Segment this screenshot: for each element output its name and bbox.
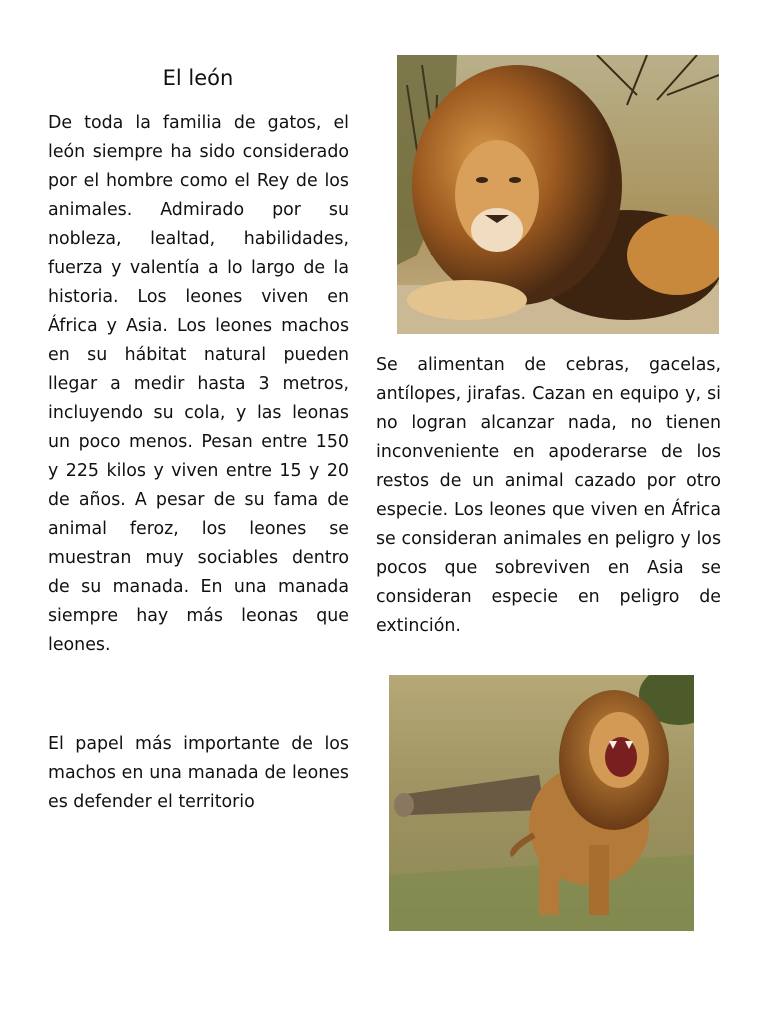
paragraph-diet: Se alimentan de cebras, gacelas, antílopes, jirafas. Cazan en equipo y, si no logran alcanzar nada, no tienen inconveniente en apoderarse de los restos de un animal cazado por otro especie. Los leones que viven en África se consideran animales en peligro y los pocos que sobreviven en Asia se consideran especie en peligro de extinción. xyxy=(376,355,721,636)
lion-resting-illustration xyxy=(397,55,719,334)
page-title: El león xyxy=(162,66,234,90)
lion-roaring-illustration xyxy=(389,675,694,931)
lion-resting-photo xyxy=(397,55,719,334)
paragraph-intro: De toda la familia de gatos, el león siempre ha sido considerado por el hombre como el Rey de los animales. Admirado por su nobleza, lealtad, habilidades, fuerza y valentía a lo largo de la historia. Los leones viven en África y Asia. Los leones machos en su hábitat natural pueden llegar a medir hasta 3 metros, incluyendo su cola, y las leonas un poco menos. Pesan entre 150 y 225 kilos y viven entre 15 y 20 de años. A pesar de su fama de animal feroz, los leones se muestran muy sociables dentro de su manada. En una manada siempre hay más leonas que leones. xyxy=(48,113,349,655)
paragraph-territory: El papel más importante de los machos en una manada de leones es defender el territorio xyxy=(48,734,349,812)
lion-roaring-photo xyxy=(389,675,694,931)
